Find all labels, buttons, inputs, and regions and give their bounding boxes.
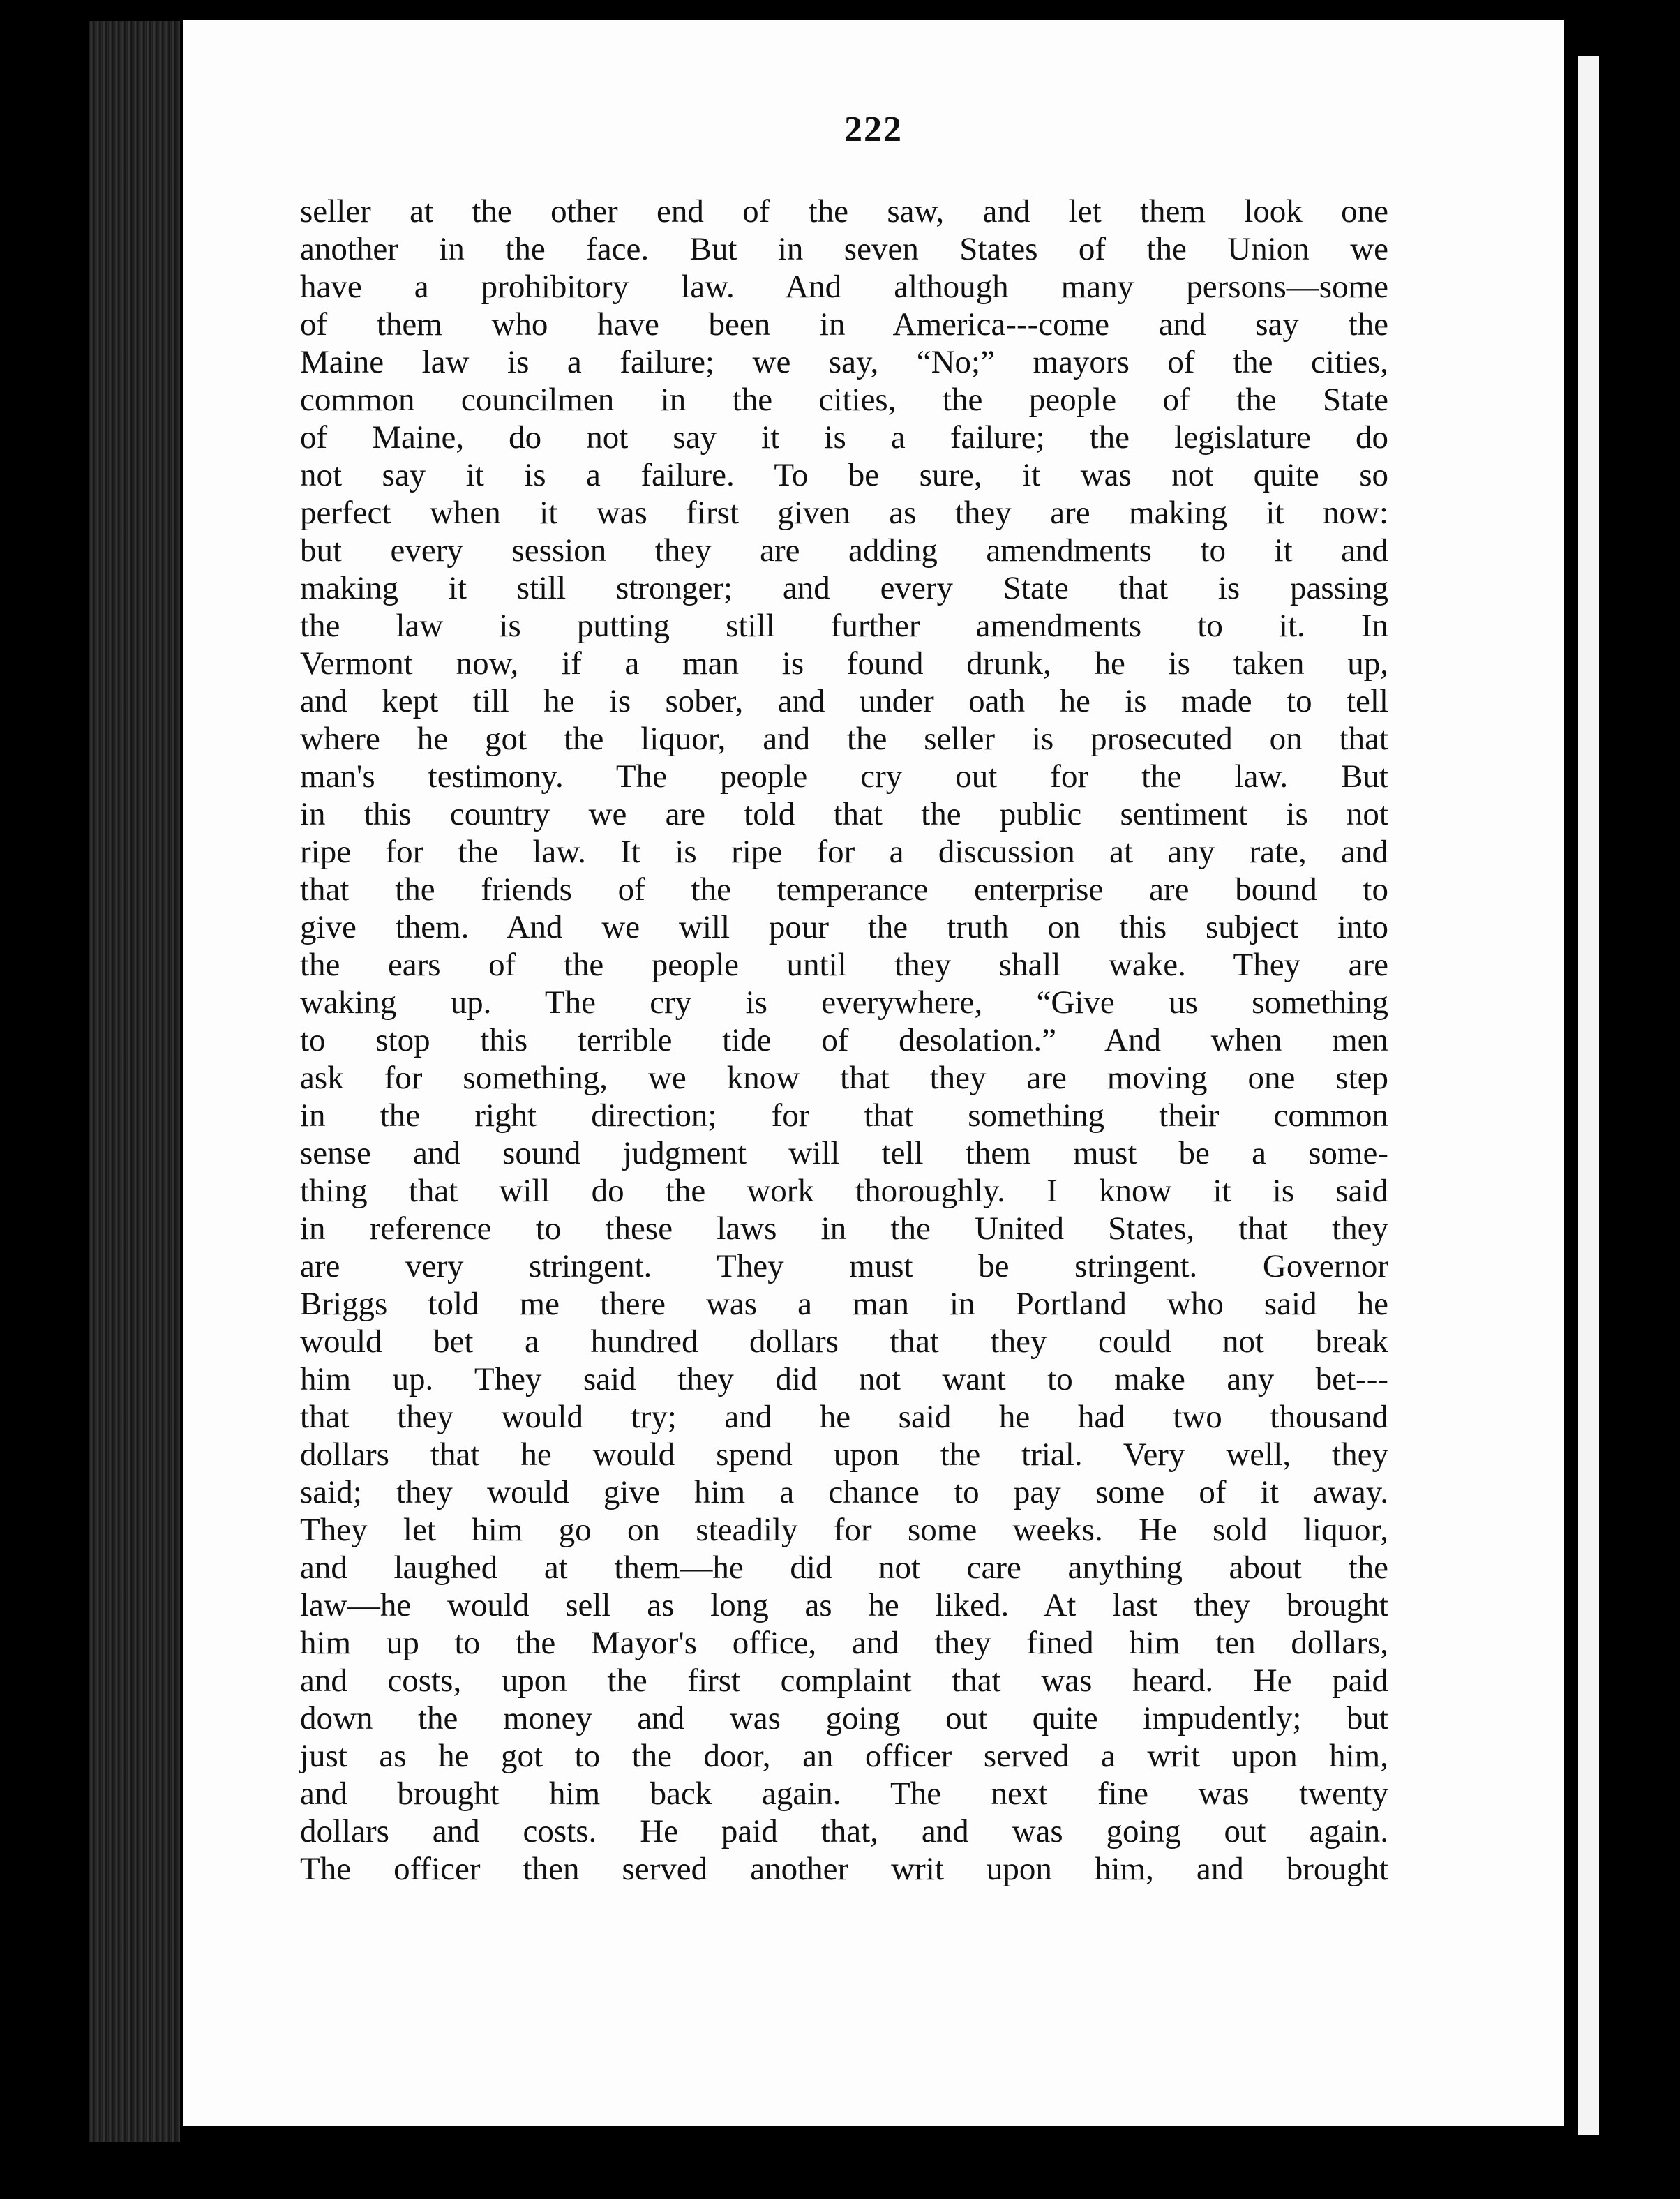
text-line: They let him go on steadily for some weeks. He sold liquor, [300, 1512, 1388, 1548]
text-line: where he got the liquor, and the seller is prosecuted on that [300, 721, 1388, 757]
text-line: waking up. The cry is everywhere, “Give us something [300, 984, 1388, 1021]
text-line: Vermont now, if a man is found drunk, he is taken up, [300, 645, 1388, 682]
text-line: Maine law is a failure; we say, “No;” mayors of the cities, [300, 344, 1388, 380]
book-page-edge-right [1578, 56, 1599, 2135]
book-page-edges-left [89, 21, 180, 2142]
text-line: common councilmen in the cities, the people of the State [300, 382, 1388, 418]
text-line: ripe for the law. It is ripe for a discussion at any rate, and [300, 834, 1388, 870]
text-line: Briggs told me there was a man in Portland who said he [300, 1286, 1388, 1322]
text-line: of Maine, do not say it is a failure; the legislature do [300, 419, 1388, 456]
text-line: but every session they are adding amendments to it and [300, 532, 1388, 569]
text-line: not say it is a failure. To be sure, it was not quite so [300, 457, 1388, 493]
text-line: making it still stronger; and every State that is passing [300, 570, 1388, 606]
text-line: him up to the Mayor's office, and they fined him ten dollars, [300, 1625, 1388, 1661]
text-line: law—he would sell as long as he liked. At last they brought [300, 1587, 1388, 1623]
text-line: and laughed at them—he did not care anything about the [300, 1549, 1388, 1586]
text-line: of them who have been in America---come and say the [300, 306, 1388, 343]
text-line: that the friends of the temperance enterprise are bound to [300, 871, 1388, 908]
text-line: ask for something, we know that they are moving one step [300, 1060, 1388, 1096]
text-line: perfect when it was first given as they are making it now: [300, 495, 1388, 531]
text-line: and costs, upon the first complaint that was heard. He paid [300, 1663, 1388, 1699]
text-line: down the money and was going out quite impudently; but [300, 1700, 1388, 1736]
text-line: and kept till he is sober, and under oath he is made to tell [300, 683, 1388, 719]
page-number: 222 [844, 110, 903, 149]
text-line: the ears of the people until they shall wake. They are [300, 947, 1388, 983]
text-line: just as he got to the door, an officer served a writ upon him, [300, 1738, 1388, 1774]
text-line: seller at the other end of the saw, and let them look one [300, 193, 1388, 230]
book-page [183, 20, 1564, 2126]
text-line: in this country we are told that the public sentiment is not [300, 796, 1388, 832]
text-line: said; they would give him a chance to pay some of it away. [300, 1474, 1388, 1510]
text-line: dollars that he would spend upon the trial. Very well, they [300, 1436, 1388, 1473]
text-line: in the right direction; for that something their common [300, 1097, 1388, 1134]
text-line: give them. And we will pour the truth on this subject into [300, 909, 1388, 945]
text-line: dollars and costs. He paid that, and was going out again. [300, 1813, 1388, 1849]
text-line: the law is putting still further amendments to it. In [300, 608, 1388, 644]
text-line: and brought him back again. The next fine was twenty [300, 1776, 1388, 1812]
text-line: are very stringent. They must be stringent. Governor [300, 1248, 1388, 1284]
text-line: him up. They said they did not want to make any bet--- [300, 1361, 1388, 1397]
text-line: would bet a hundred dollars that they could not break [300, 1323, 1388, 1360]
text-line: The officer then served another writ upon him, and brought [300, 1851, 1388, 1887]
text-line: another in the face. But in seven States of the Union we [300, 231, 1388, 267]
body-text [300, 193, 1388, 1888]
text-line: thing that will do the work thoroughly. I know it is said [300, 1173, 1388, 1209]
text-line: have a prohibitory law. And although many persons—some [300, 269, 1388, 305]
text-line: to stop this terrible tide of desolation.” And when men [300, 1022, 1388, 1058]
text-line: that they would try; and he said he had two thousand [300, 1399, 1388, 1435]
text-line: man's testimony. The people cry out for the law. But [300, 758, 1388, 795]
text-line: in reference to these laws in the United States, that they [300, 1210, 1388, 1247]
text-line: sense and sound judgment will tell them must be a some- [300, 1135, 1388, 1171]
